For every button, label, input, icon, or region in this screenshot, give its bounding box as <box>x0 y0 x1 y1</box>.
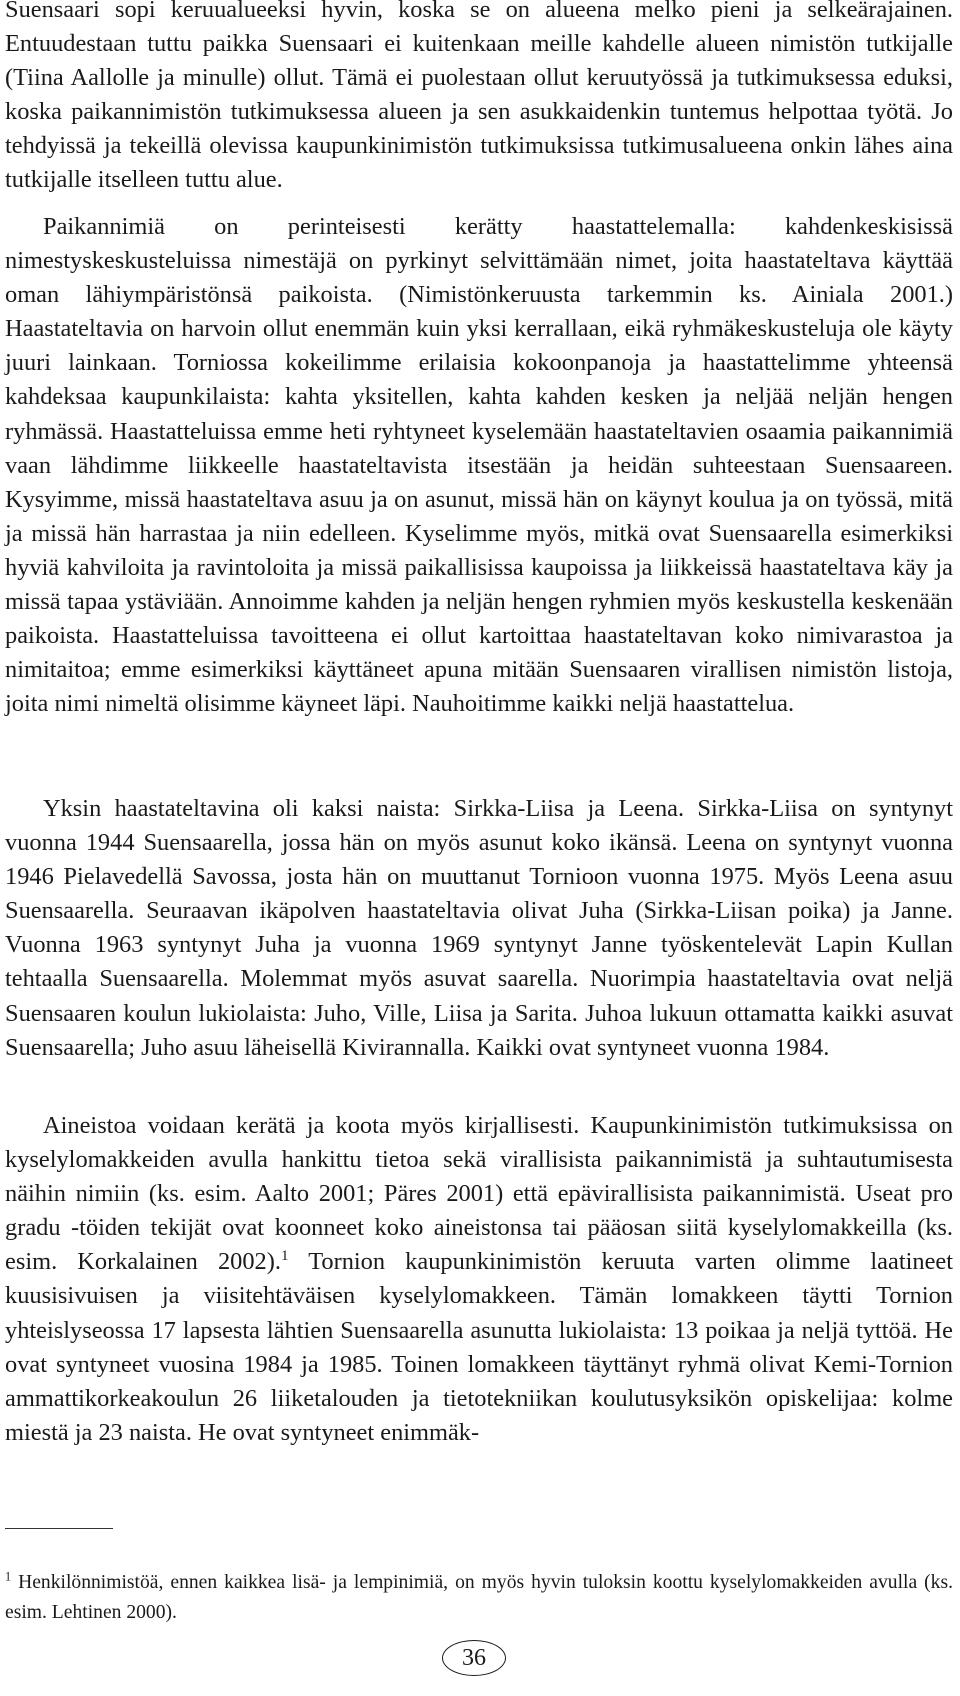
body-paragraph-3: Yksin haastateltavina oli kaksi naista: Sirkka-Liisa ja Leena. Sirkka-Liisa on syntynyt vuonna 1944 Suensaarella, jossa hän on myös asunut koko ikänsä. Leena on syntynyt vuonna 1946 Pielavedellä Savossa, josta hän on muuttanut Tornioon vuonna 1975. Myös Leena asuu Suensaarella. Seuraavan ikäpolven haastateltavia olivat Juha (Sirkka-Liisan poika) ja Janne. Vuonna 1963 syntynyt Juha ja vuonna 1969 syntynyt Janne työskentelevät Lapin Kullan tehtaalla Suensaarella. Molemmat myös asuvat saarella. Nuorimpia haastateltavia ovat neljä Suensaaren koulun lukiolaista: Juho, Ville, Liisa ja Sarita. Juhoa lukuun ottamatta kaikki asuvat Suensaarella; Juho asuu läheisellä Kivirannalla. Kaikki ovat syntyneet vuonna 1984. <box>5 795 953 1061</box>
body-paragraph-2: Paikannimiä on perinteisesti kerätty haastattelemalla: kahdenkeskisissä nimestyskeskusteluissa nimestäjä on pyrkinyt selvittämään nimet, joita haastateltava käyttää oman lähiympäristönsä paikoista. (Nimistönkeruusta tarkemmin ks. Ainiala 2001.) Haastateltavia on harvoin ollut enemmän kuin yksi kerrallaan, eikä ryhmäkeskusteluja ole käyty juuri lainkaan. Torniossa kokeilimme erilaisia kokoonpanoja ja haastattelimme yhteensä kahdeksaa kaupunkilaista: kahta yksitellen, kahta kahden kesken ja neljää neljän hengen ryhmässä. Haastatteluissa emme heti ryhtyneet kyselemään haastateltavien osaamia paikannimiä vaan lähdimme liikkeelle haastateltavista itsestään ja heidän suhteestaan Suensaareen. Kysyimme, missä haastateltava asuu ja on asunut, missä hän on käynyt koulua ja on työssä, mitä ja missä hän harrastaa ja niin edelleen. Kyselimme myös, mitkä ovat Suensaarella esimerkiksi hyviä kahviloita ja ravintoloita ja missä paikallisissa kaupoissa ja liikkeissä haastateltava käy ja missä tapaa ystäviään. Annoimme kahden ja neljän hengen ryhmien myös keskustella keskenään paikoista. Haastatteluissa tavoitteena ei ollut kartoittaa haastateltavan koko nimivarastoa ja nimitaitoa; emme esimerkiksi käyttäneet apuna mitään Suensaaren virallisen nimistön listoja, joita nimi nimeltä olisimme käyneet läpi. Nauhoitimme kaikki neljä haastattelua. <box>5 213 953 718</box>
body-paragraph-1: Suensaari sopi keruualueeksi hyvin, koska se on alueena melko pieni ja selkeärajainen. Entuudestaan tuttu paikka Suensaari ei kuitenkaan meille kahdelle alueen nimistön tutkijalle (Tiina Aallolle ja minulle) ollut. Tämä ei puolestaan ollut keruutyössä ja tutkimuksessa eduksi, koska paikannimistön tutkimuksessa alueen ja sen asukkaidenkin tuntemus helpottaa työtä. Jo tehdyissä ja tekeillä olevissa kaupunkinimistön tutkimuksissa tutkimusalueena onkin lähes aina tutkijalle itselleen tuttu alue. <box>5 0 953 194</box>
footnote-divider <box>5 1528 113 1529</box>
footnote-reference-marker: 1 <box>280 1248 289 1265</box>
page-number: 36 <box>442 1640 506 1676</box>
body-paragraph-4 <box>5 1109 953 1450</box>
body-paragraph-4-text: Aineistoa voidaan kerätä ja koota myös kirjallisesti. Kaupunkinimistön tutkimuksissa on kyselylomakkeiden avulla hankittu tietoa sekä virallisista paikannimistä ja suhtautumisesta näihin nimiin (ks. esim. Aalto 2001; Päres 2001) että epävirallisista paikannimistä. Useat pro gradu -töiden tekijät ovat koonneet koko aineistonsa tai pääosan siitä kyselylomakkeilla (ks. esim. Korkalainen 2002). <box>5 1112 953 1276</box>
footnote-marker: 1 <box>5 1569 12 1584</box>
footnote <box>5 1568 953 1628</box>
footnote-text: Henkilönnimistöä, ennen kaikkea lisä- ja lempinimiä, on myös hyvin tuloksin koottu kyselylomakkeiden avulla (ks. esim. Lehtinen 2000). <box>5 1571 953 1623</box>
body-paragraph-4-continued: Tornion kaupunkinimistön keruuta varten olimme laatineet kuusisivuisen ja viisitehtäväisen kyselylomakkeen. Tämän lomakkeen täytti Tornion yhteislyseossa 17 lapsesta lähtien Suensaarella asunutta lukiolaista: 13 poikaa ja neljä tyttöä. He ovat syntyneet vuosina 1984 ja 1985. Toinen lomakkeen täyttänyt ryhmä olivat Kemi-Tornion ammattikorkeakoulun 26 liiketalouden ja tietotekniikan koulutusyksikön opiskelijaa: kolme miestä ja 23 naista. He ovat syntyneet enimmäk- <box>5 1248 953 1446</box>
